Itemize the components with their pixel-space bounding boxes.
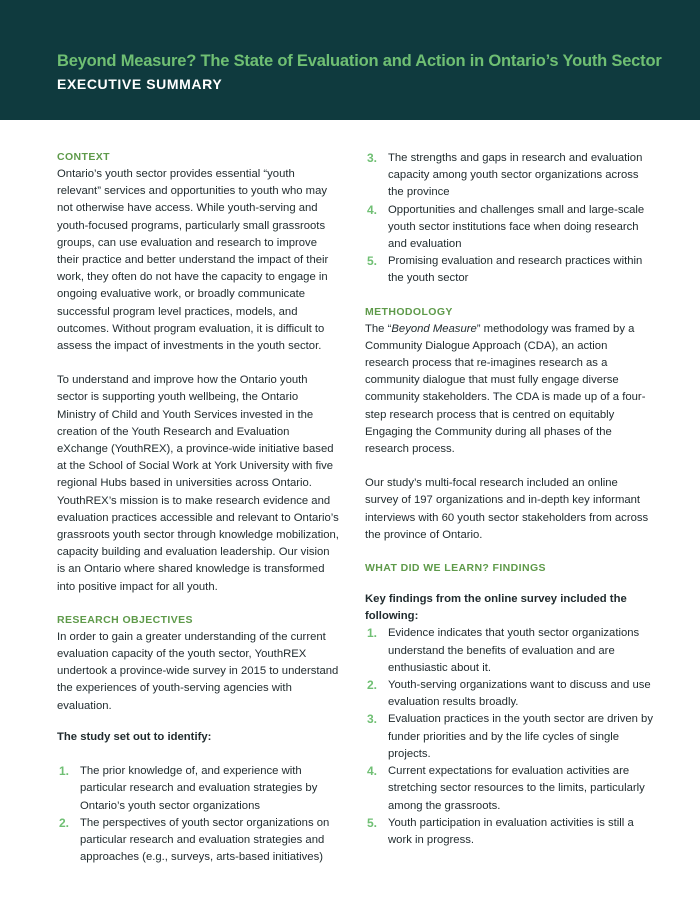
left-column xyxy=(57,150,340,866)
methodology-paragraph-1 xyxy=(365,321,653,459)
right-column xyxy=(365,150,653,849)
list-item xyxy=(365,625,653,677)
list-number: 2. xyxy=(59,815,70,830)
list-item xyxy=(57,815,340,867)
list-number: 5. xyxy=(367,815,378,830)
list-number: 4. xyxy=(367,764,378,779)
list-number: 5. xyxy=(367,254,378,269)
list-item-text: Evaluation practices in the youth sector are driven by funder priorities and by the life cycles of single projects. xyxy=(388,713,653,760)
document-title: Beyond Measure? The State of Evaluation and Action in Ontario’s Youth Sector xyxy=(57,52,662,70)
list-item xyxy=(57,763,340,815)
objectives-lead: The study set out to identify: xyxy=(57,730,212,743)
list-item-text: The perspectives of youth sector organizations on particular research and evaluation strategies and approaches (e.g., surveys, arts-based initiatives) xyxy=(80,816,330,864)
list-item xyxy=(365,815,653,849)
methodology-text-post: ” methodology was framed by a Community Dialogue Approach (CDA), an action research process that re-imagines research as a community dialogue that must fully engage diverse community stakeholders. The CDA is made up of a four-step research process that is centred on equitably Engaging the Community during all phases of the research process. xyxy=(365,322,646,456)
list-item xyxy=(365,677,653,711)
list-number: 3. xyxy=(367,151,378,165)
objectives-paragraph: In order to gain a greater understanding of the current evaluation capacity of the youth sector, YouthREX undertook a province-wide survey in 2015 to understand the experiences of youth-serving agencies with evaluation. xyxy=(57,630,339,712)
methodology-paragraph-2: Our study’s multi-focal research included an online survey of 197 organizations and in-depth key informant interviews with 60 youth sector stakeholders from across the province of Ontario. xyxy=(365,477,649,541)
header-banner xyxy=(0,0,700,120)
list-item xyxy=(365,253,653,287)
list-item-text: The prior knowledge of, and experience with particular research and evaluation strategies by Ontario’s youth sector organizations xyxy=(80,765,318,812)
findings-lead: Key findings from the online survey included the following: xyxy=(365,593,627,623)
methodology-title-emphasis: Beyond Measure xyxy=(391,322,477,335)
list-item xyxy=(365,763,653,815)
list-number: 3. xyxy=(367,712,378,727)
list-number: 4. xyxy=(367,202,378,217)
context-paragraph-1: Ontario’s youth sector provides essential “youth relevant” services and opportunities to youth who may not otherwise have access. While youth-serving and youth-focused programs, particularly small grassroots groups, can use evaluation and research to improve their practice and better understand the impact of their work, they often do not have the capacity to engage in ongoing evaluative work, or broadly communicate successful program level practices, models, and outcomes. Without program evaluation, it is difficult to assess the impact of investments in the youth sector. xyxy=(57,168,329,353)
objectives-list-left xyxy=(57,763,340,866)
context-heading: CONTEXT xyxy=(57,151,110,163)
list-item-text: Opportunities and challenges small and large-scale youth sector institutions face when doing research and evaluation xyxy=(388,203,645,251)
list-number: 2. xyxy=(367,678,378,693)
context-paragraph-2: To understand and improve how the Ontario youth sector is supporting youth wellbeing, the Ontario Ministry of Child and Youth Services invested in the creation of the Youth Research and Evaluation eXchange (YouthREX), a province-wide initiative based at the School of Social Work at York University with five regional Hubs based in universities across Ontario. YouthREX’s mission is to make research evidence and evaluation practices accessible and relevant to Ontario’s grassroots youth sector through knowledge mobilization, capacity building and evaluation leadership. Our vision is an Ontario where shared knowledge is transformed into positive impact for all youth. xyxy=(57,374,339,593)
list-item-text: Promising evaluation and research practices within the youth sector xyxy=(388,255,643,285)
list-number: 1. xyxy=(367,626,378,641)
methodology-text-pre: The “ xyxy=(365,322,392,335)
list-item-text: Evidence indicates that youth sector organizations understand the benefits of evaluation and are enthusiastic about it. xyxy=(388,627,640,674)
list-number: 1. xyxy=(59,764,70,779)
objectives-list-right xyxy=(365,150,653,288)
list-item xyxy=(365,150,653,202)
objectives-heading: RESEARCH OBJECTIVES xyxy=(57,613,193,626)
findings-list xyxy=(365,625,653,849)
list-item-text: Youth participation in evaluation activities is still a work in progress. xyxy=(388,816,634,846)
methodology-heading: METHODOLOGY xyxy=(365,305,453,318)
list-item-text: The strengths and gaps in research and evaluation capacity among youth sector organizations across the province xyxy=(388,152,643,199)
list-item-text: Youth-serving organizations want to discuss and use evaluation results broadly. xyxy=(388,679,651,709)
list-item xyxy=(365,711,653,763)
list-item xyxy=(365,202,653,254)
findings-heading: WHAT DID WE LEARN? FINDINGS xyxy=(365,562,546,575)
document-subtitle: EXECUTIVE SUMMARY xyxy=(57,76,223,92)
list-item-text: Current expectations for evaluation activities are stretching sector resources to the limits, particularly among the grassroots. xyxy=(388,765,645,812)
